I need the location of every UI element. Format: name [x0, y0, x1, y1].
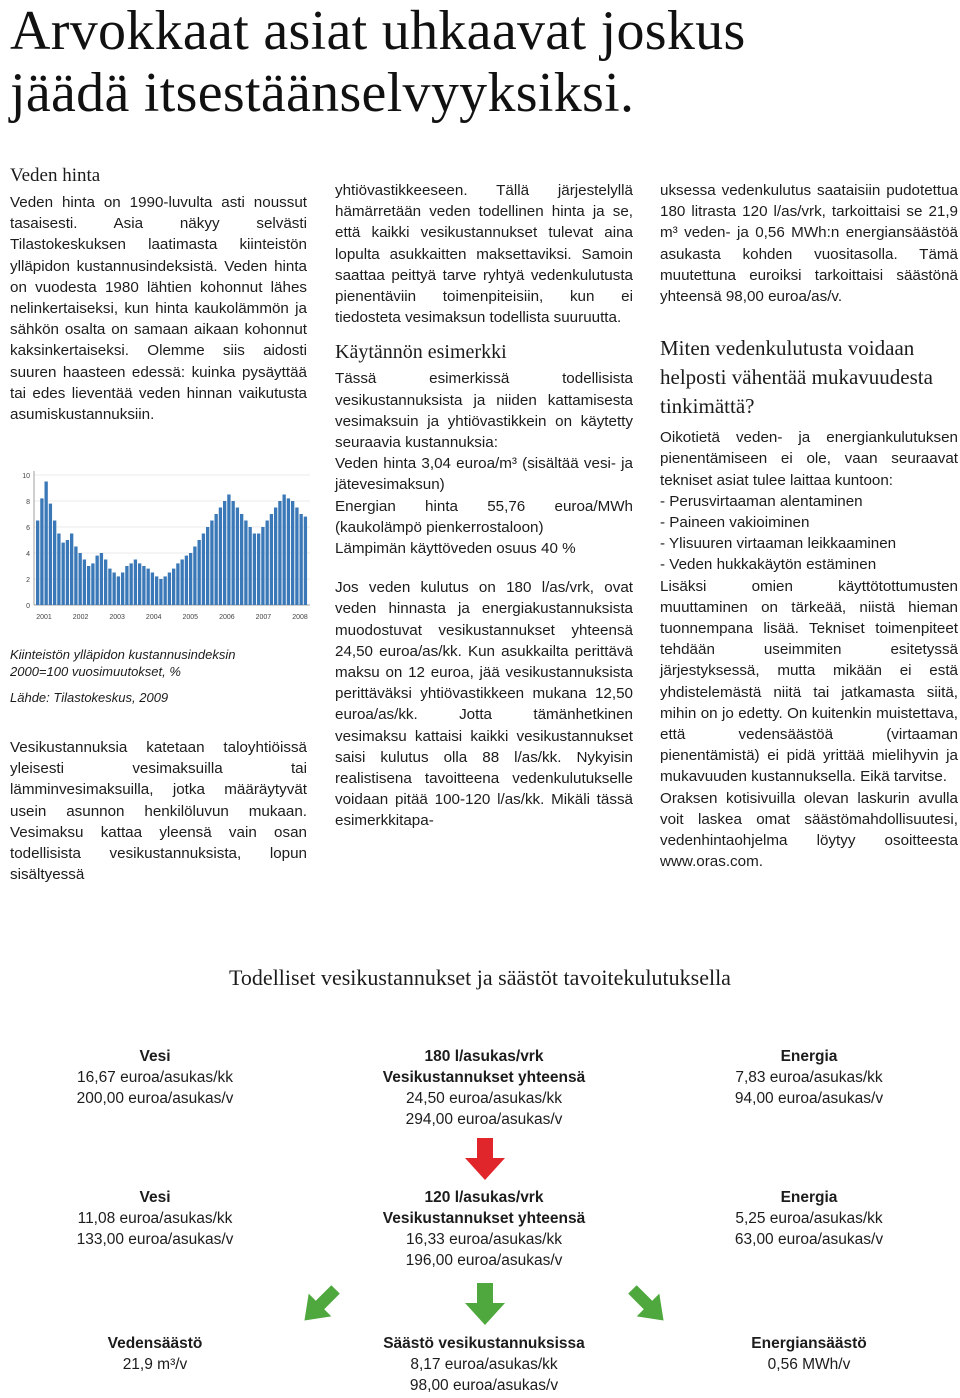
arrow-down-green-icon: [465, 1283, 505, 1325]
chart-bar: [240, 514, 243, 605]
row2-total: [334, 1187, 634, 1271]
box-value: 94,00 euroa/asukas/v: [734, 1090, 884, 1107]
chart-source: Lähde: Tilastokeskus, 2009: [10, 690, 169, 705]
x-tick-label: 2006: [219, 614, 235, 621]
row1-water: [40, 1046, 270, 1109]
box-value: 133,00 euroa/asukas/v: [76, 1231, 234, 1248]
box-title: Vesi: [139, 1048, 171, 1065]
page-title: [10, 0, 950, 124]
row3-cost-saving: [334, 1333, 634, 1396]
chart-bar: [278, 501, 281, 605]
box-subtitle: Vesikustannukset yhteensä: [382, 1210, 586, 1227]
chart-bar: [172, 569, 175, 605]
box-title: Energia: [780, 1048, 838, 1065]
box-title: Energia: [780, 1189, 838, 1206]
chart-bar: [121, 573, 124, 606]
box-value: 8,17 euroa/asukas/kk: [410, 1356, 558, 1373]
caption-line-1: Kiinteistön ylläpidon kustannusindeksin: [10, 647, 236, 662]
y-tick-label: 4: [26, 551, 30, 558]
chart-bar: [168, 573, 171, 606]
cost-item: Veden hinta 3,04 euroa/m³ (sisältää vesi- ja jätevesimaksun): [335, 455, 633, 494]
chart-bar: [108, 569, 111, 605]
chart-bar: [96, 556, 99, 605]
box-title: Vesi: [139, 1189, 171, 1206]
paragraph: Oraksen kotisivuilla olevan laskurin avulla voit laskea omat säästömahdollisuutesi, vedenhintaohjelma löytyy osoitteesta www.oras.com.: [660, 789, 958, 871]
chart-bar: [227, 495, 230, 606]
box-value: 5,25 euroa/asukas/kk: [735, 1210, 883, 1227]
x-tick-label: 2004: [145, 614, 162, 621]
box-value: 98,00 euroa/asukas/v: [409, 1377, 559, 1394]
chart-bar: [287, 498, 290, 605]
box-value: 196,00 euroa/asukas/v: [405, 1252, 563, 1269]
box-title: Energiansäästö: [751, 1335, 867, 1352]
chart-bar: [223, 501, 226, 605]
paragraph: Jos veden kulutus on 180 l/as/vrk, ovat veden hinnasta ja energiakustannuksista muodostuvat vesikustannukset yhteensä 24,50 euroa/as/kk. Kun asukkailta perittävä maksu on 12 euroa, jää vesikustannuksista perittäväksi yhtiövastikkeen mukana 12,50 euroa/as/kk. Jotta tämänhetkinen vesimaksu kattaisi kaikki vesikustannukset saisi kulutus olla 88 l/as/kk. Nykyisin realistisena tavoitteena vedenkulutukselle voidaan pitää 100-120 l/as/kk. Mikäli tässä esimerkkitapa-: [335, 579, 633, 830]
y-tick-label: 6: [26, 525, 30, 532]
chart-bar: [274, 508, 277, 606]
chart-bar: [300, 514, 303, 605]
box-value: 11,08 euroa/asukas/kk: [77, 1210, 233, 1227]
paragraph: yhtiövastikkeeseen. Tällä järjestelyllä hämärretään veden todellinen hinta ja se, että kaikki vesikustannukset tulevat aina lopulta asukkaitten maksettaviksi. Samoin saattaa peittyä tarve ryhtyä vedenkulutusta pienentäviin toimenpiteisiin, kun ei tiedosteta vesimaksun todellista suuruutta.: [335, 182, 633, 327]
x-tick-label: 2005: [182, 614, 199, 621]
chart-bar: [91, 563, 94, 605]
row1-energy: [694, 1046, 924, 1109]
box-value: 200,00 euroa/asukas/v: [76, 1090, 234, 1107]
y-tick-label: 2: [26, 577, 30, 584]
box-title: 180 l/asukas/vrk: [424, 1048, 544, 1065]
chart-bar: [79, 553, 82, 605]
chart-bar: [53, 521, 56, 606]
arrow-down-left-green-icon: [298, 1283, 342, 1327]
row2-water: [40, 1187, 270, 1250]
chart-bar: [100, 553, 103, 605]
box-value: 16,67 euroa/asukas/kk: [77, 1069, 233, 1086]
chart-bar: [74, 547, 77, 606]
box-value: 0,56 MWh/v: [767, 1356, 851, 1373]
chart-bar: [283, 495, 286, 606]
section-heading-veden-hinta: Veden hinta: [10, 165, 101, 186]
x-tick-label: 2002: [72, 614, 89, 621]
chart-bar: [181, 560, 184, 606]
chart-bar: [57, 534, 60, 606]
chart-bar: [164, 576, 167, 605]
box-value: 7,83 euroa/asukas/kk: [735, 1069, 883, 1086]
box-value: 63,00 euroa/asukas/v: [734, 1231, 884, 1248]
chart-bar: [83, 560, 86, 606]
box-value: 16,33 euroa/asukas/kk: [406, 1231, 562, 1248]
box-title: Vedensäästö: [107, 1335, 203, 1352]
chart-bar: [266, 521, 269, 606]
chart-bar: [304, 517, 307, 605]
chart-bar: [270, 514, 273, 605]
paragraph: Veden hinta on 1990-luvulta asti noussut tasaisesti. Asia näkyy selvästi Tilastokeskuksen laatimasta kiinteistön ylläpidon kustannusindeksistä. Veden hinta on vuodesta 1980 lähtien kohonnut lähes nelinkertaiseksi, kun hinta kaukolämmön ja sähkön osalta on samaan aikaan kohonnut kaksinkertaiseksi. Olemme siis aidosti suuren haasteen edessä: kuinka pysäyttää tai edes lieventää veden hinnan vaikutusta asumiskustannuksiin.: [10, 194, 307, 424]
box-value: 21,9 m³/v: [122, 1356, 188, 1373]
paragraph: Vesikustannuksia katetaan taloyhtiöissä yleisesti vesimaksuilla tai lämminvesimaksuilla, jotka määräytyvät usein asunnon henkilöluvun mukaan. Vesimaksu kattaa yleensä vain osan todellisista vesikustannuksista, lopun sisältyessä: [10, 739, 307, 884]
chart-bar: [87, 566, 90, 605]
chart-bar: [244, 521, 247, 606]
measures-list: [660, 491, 958, 576]
chart-bar: [236, 508, 239, 606]
list-item: - Paineen vakioiminen: [660, 514, 810, 532]
chart-bar: [134, 560, 137, 606]
chart-bar: [70, 534, 73, 606]
chart-bar: [113, 573, 116, 606]
chart-bar: [189, 553, 192, 605]
box-value: 24,50 euroa/asukas/kk: [406, 1090, 562, 1107]
box-title: 120 l/asukas/vrk: [424, 1189, 544, 1206]
chart-bar: [40, 498, 43, 605]
caption-line-2: 2000=100 vuosimuutokset, %: [10, 664, 181, 679]
paragraph: uksessa vedenkulutus saataisiin pudotettua 180 litrasta 120 l/as/vrk, tarkoittaisi se 21,9 m³ veden- ja 0,56 MWh:n energiansäästöä asukasta kohden vuositasolla. Tämä muutettuna euroiksi tarkoittaisi säästönä yhteensä 98,00 euroa/as/v.: [660, 182, 958, 306]
chart-bar: [138, 563, 141, 605]
chart-bar: [36, 521, 39, 606]
arrow-down-right-green-icon: [626, 1283, 670, 1327]
x-tick-label: 2007: [255, 614, 272, 621]
chart-bar: [295, 508, 298, 606]
chart-bar: [257, 534, 260, 606]
column-3: [660, 180, 958, 872]
box-value: 294,00 euroa/asukas/v: [405, 1111, 563, 1128]
chart-bar: [210, 521, 213, 606]
chart-bar: [253, 534, 256, 606]
paragraph: Lisäksi omien käyttötottumusten muuttaminen on tärkeää, niistä hieman tuonnempana lisää. Tekniset toimenpiteet tehdään useimmiten esitetyssä järjestyksessä, mutta mikään ei estä yhdistelemästä niitä tai jatkamasta siitä, mihin on jo edetty. On kuitenkin muistettava, että vedensäästöä (virtaaman pienentämistä) ei pidä yrittää mielihyvin ja mukavuuden kustannuksella. Eikä tarvitse.: [660, 577, 958, 786]
cost-index-chart: [10, 455, 315, 625]
row1-total: [334, 1046, 634, 1130]
chart-bar: [176, 563, 179, 605]
chart-bar: [185, 556, 188, 605]
column-1-bottom: [10, 737, 307, 885]
x-tick-label: 2003: [109, 614, 125, 621]
chart-bar: [215, 514, 218, 605]
chart-bar: [198, 540, 201, 605]
chart-bar: [66, 540, 69, 605]
column-2: [335, 180, 633, 832]
chart-bar: [159, 579, 162, 605]
box-subtitle: Vesikustannukset yhteensä: [382, 1069, 586, 1086]
y-tick-label: 10: [22, 473, 30, 480]
paragraph: Tässä esimerkissä todellisista vesikustannuksista ja niiden kattamisesta vesimaksuin ja yhtiövastikkein on käytetty seuraavia kustannuksia:: [335, 370, 633, 452]
chart-bar: [62, 543, 65, 605]
chart-bar: [147, 569, 150, 605]
paragraph: Oikotietä veden- ja energiankulutuksen pienentämiseen ei ole, vaan seuraavat tekniset asiat tulee laittaa kuntoon:: [660, 429, 958, 489]
chart-bar: [142, 566, 145, 605]
chart-bar: [125, 566, 128, 605]
list-item: - Ylisuuren virtaaman leikkaaminen: [660, 535, 897, 553]
x-tick-label: 2001: [36, 614, 52, 621]
row3-water-saving: [40, 1333, 270, 1375]
chart-bars: [36, 482, 307, 606]
row2-energy: [694, 1187, 924, 1250]
x-tick-label: 2008: [292, 614, 308, 621]
chart-bar: [249, 527, 252, 605]
section-heading-esimerkki: Käytännön esimerkki: [335, 341, 507, 364]
arrow-down-red-icon: [465, 1138, 505, 1180]
chart-bar: [232, 501, 235, 605]
chart-bar: [291, 501, 294, 605]
list-item: - Veden hukkakäytön estäminen: [660, 556, 877, 574]
chart-bar: [117, 576, 120, 605]
row3-energy-saving: [694, 1333, 924, 1375]
chart-bar: [49, 504, 52, 605]
cost-item: Energian hinta 55,76 euroa/MWh (kaukolämpö pienkerrostaloon): [335, 497, 633, 536]
y-tick-label: 8: [26, 499, 30, 506]
column-1: [10, 164, 307, 425]
title-line-1: Arvokkaat asiat uhkaavat joskus: [10, 0, 746, 62]
diagram-title: Todelliset vesikustannukset ja säästöt tavoitekulutuksella: [229, 965, 731, 990]
chart-bar: [202, 534, 205, 606]
y-tick-label: 0: [26, 603, 30, 610]
chart-caption: [10, 646, 310, 706]
chart-bar: [45, 482, 48, 606]
chart-bar: [219, 508, 222, 606]
list-item: - Perusvirtaaman alentaminen: [660, 492, 863, 510]
chart-bar: [104, 560, 107, 606]
box-title: Säästö vesikustannuksissa: [383, 1335, 585, 1352]
chart-bar: [193, 547, 196, 606]
chart-bar: [130, 563, 133, 605]
section-heading-miten: Miten vedenkulutusta voidaan helposti vähentää mukavuudesta tinkimättä?: [660, 336, 933, 419]
chart-bar: [261, 527, 264, 605]
chart-bar: [151, 573, 154, 606]
cost-item: Lämpimän käyttöveden osuus 40 %: [335, 540, 576, 558]
chart-bar: [206, 527, 209, 605]
title-line-2: jäädä itsestäänselvyyksiksi.: [10, 62, 635, 124]
chart-bar: [155, 576, 158, 605]
